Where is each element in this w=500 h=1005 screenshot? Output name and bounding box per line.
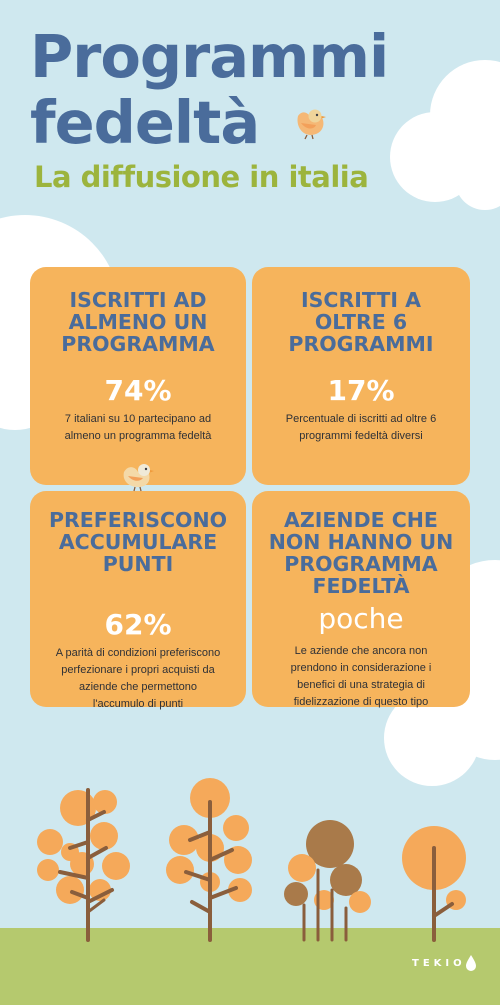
tree-2 <box>166 778 252 940</box>
card-title: ISCRITTI AD ALMENO UN PROGRAMMA <box>61 288 215 356</box>
card-description: Le aziende che ancora non prendono in considerazione i benefici di una strategia di fidelizzazione di questo tipo <box>290 645 432 708</box>
drop-icon <box>466 955 476 971</box>
tree-3 <box>284 820 371 940</box>
stat-card-no-program <box>252 491 470 707</box>
bird-icon <box>120 458 156 492</box>
card-title: ISCRITTI A OLTRE 6 PROGRAMMI <box>288 288 434 356</box>
card-title: PREFERISCONO ACCUMULARE PUNTI <box>48 508 228 576</box>
page-subtitle: La diffusione in italia <box>34 160 369 194</box>
tree-illustration <box>0 740 500 950</box>
tree-1 <box>37 790 130 940</box>
stat-card-members <box>30 267 246 485</box>
stat-card-multi-programs <box>252 267 470 485</box>
brand-logo: TEKIO <box>412 958 466 969</box>
card-stat-value: 62% <box>104 608 172 641</box>
card-stat-value: poche <box>318 602 404 635</box>
card-description: 7 italiani su 10 partecipano ad almeno un programma fedeltà <box>64 413 212 442</box>
card-title: AZIENDE CHE NON HANNO UN PROGRAMMA FEDELTÀ <box>268 508 454 598</box>
bird-icon <box>292 106 328 140</box>
page-title: Programmi fedeltà <box>30 22 389 157</box>
card-description: Percentuale di iscritti ad oltre 6 programmi fedeltà diversi <box>285 413 437 442</box>
card-stat-value: 74% <box>104 374 172 407</box>
card-description: A parità di condizioni preferiscono perfezionare i propri acquisti da aziende che permettono l'accumulo di punti <box>55 647 221 710</box>
tree-4 <box>402 826 466 940</box>
card-stat-value: 17% <box>327 374 395 407</box>
stat-card-points <box>30 491 246 710</box>
